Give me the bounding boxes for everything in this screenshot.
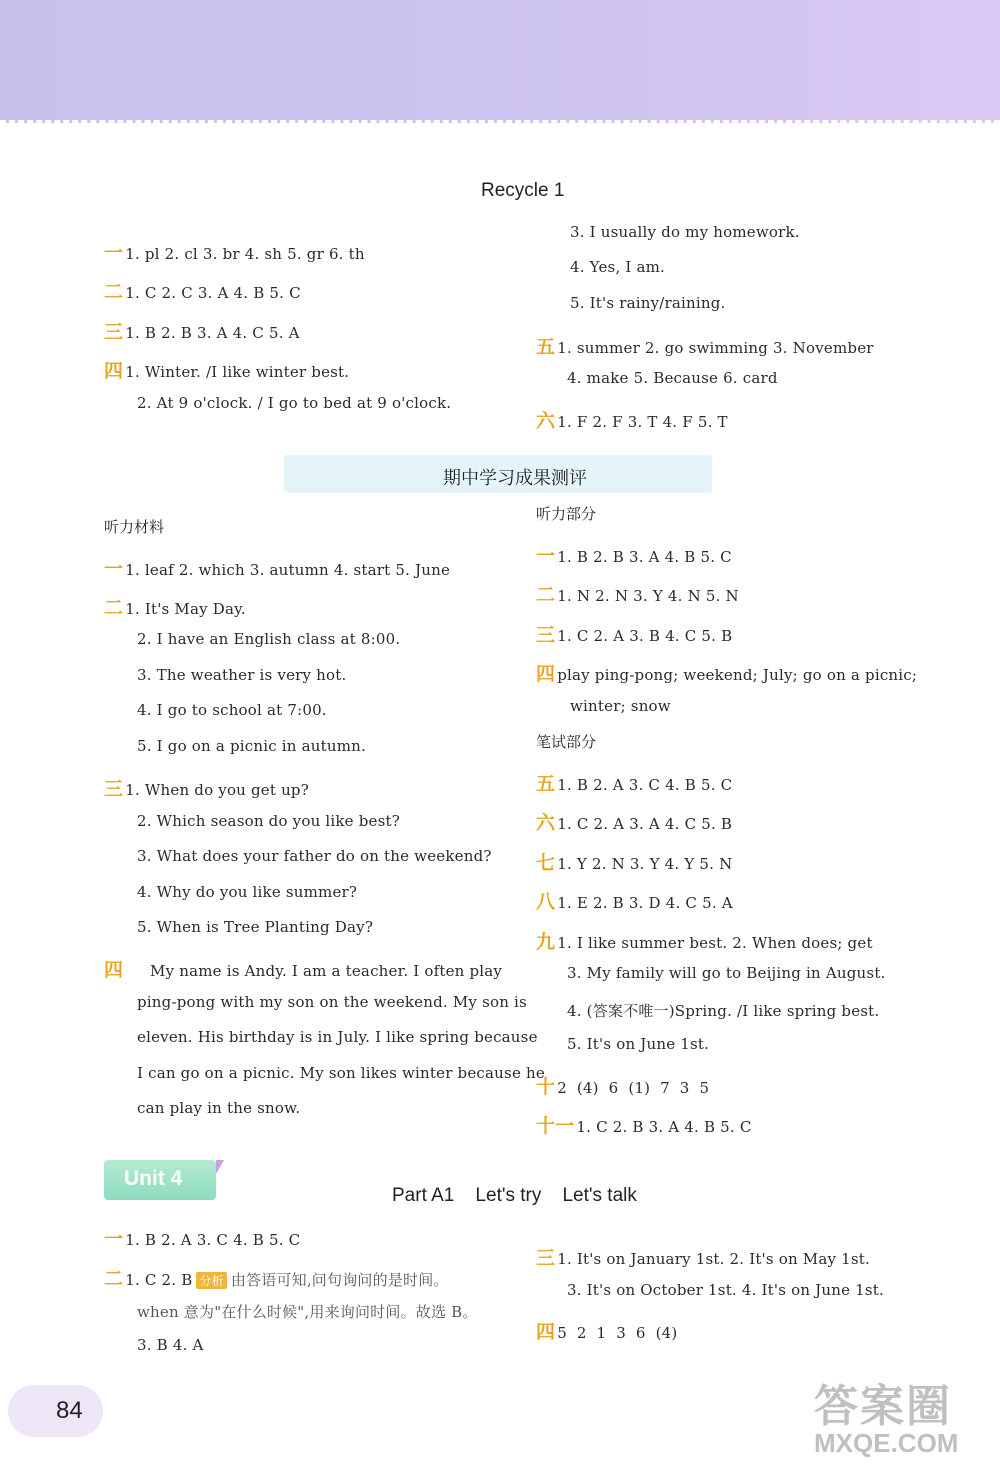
answer-line: 4. Yes, I am.: [570, 258, 666, 276]
answer-text: 1. N 2. N 3. Y 4. N 5. N: [557, 587, 739, 605]
answer-text: 1. pl 2. cl 3. br 4. sh 5. gr 6. th: [125, 245, 365, 263]
answer-text: 1. B 2. B 3. A 4. C 5. A: [125, 324, 300, 342]
answer-text: 1. C 2. A 3. A 4. C 5. B: [557, 815, 733, 833]
answer-line: 2. At 9 o'clock. / I go to bed at 9 o'clock.: [137, 394, 452, 412]
answer-line: [536, 1243, 870, 1270]
answer-line: [104, 955, 502, 982]
answer-line: [536, 541, 732, 568]
section-marker: 六: [536, 812, 556, 834]
answer-text: 1. It's May Day.: [125, 600, 246, 618]
section-marker: 五: [536, 773, 556, 795]
answer-line: I can go on a picnic. My son likes winter because he: [137, 1064, 545, 1082]
answer-line: 3. I usually do my homework.: [570, 223, 800, 241]
answer-line: [104, 554, 450, 581]
answer-text: My name is Andy. I am a teacher. I often play: [125, 962, 503, 980]
header-band: [0, 0, 1000, 123]
analysis-text: when 意为"在什么时候",用来询问时间。故选 B。: [137, 1303, 478, 1321]
answer-line: [536, 1111, 752, 1138]
section-marker: 九: [536, 931, 556, 953]
answer-line: 4. (答案不唯一)Spring. /I like spring best.: [567, 1002, 880, 1020]
watermark: [784, 1370, 994, 1460]
answer-line: [104, 1264, 449, 1291]
answer-line: 5. It's rainy/raining.: [570, 294, 726, 312]
section-marker: 一: [536, 545, 556, 567]
unit-badge-label: Unit 4: [124, 1167, 183, 1190]
analysis-badge: 分析: [196, 1272, 226, 1289]
answer-line: 2. I have an English class at 8:00.: [137, 630, 401, 648]
section-marker: 三: [536, 624, 556, 646]
answer-line: [536, 1317, 677, 1344]
section-marker: 八: [536, 891, 556, 913]
answer-text: 1. B 2. B 3. A 4. B 5. C: [557, 548, 732, 566]
subsection-heading: 听力部分: [536, 505, 597, 523]
answer-line: [536, 848, 732, 875]
answer-line: [104, 238, 365, 265]
answer-line: 3. It's on October 1st. 4. It's on June 1st.: [567, 1281, 884, 1299]
answer-line: ping-pong with my son on the weekend. My son is: [137, 993, 527, 1011]
section-marker: 四: [536, 1321, 556, 1343]
answer-line: [536, 659, 917, 686]
answer-line: 5. I go on a picnic in autumn.: [137, 737, 366, 755]
answer-text: 1. summer 2. go swimming 3. November: [557, 339, 874, 357]
analysis-text: 由答语可知,问句询问的是时间。: [230, 1271, 449, 1289]
section-marker: 二: [104, 1268, 124, 1290]
watermark-url: MXQE.COM: [814, 1428, 959, 1458]
answer-text: play ping-pong; weekend; July; go on a picnic;: [557, 666, 918, 684]
answer-line: eleven. His birthday is in July. I like spring because: [137, 1028, 538, 1046]
answer-line: 5. When is Tree Planting Day?: [137, 918, 374, 936]
answer-text: 1. F 2. F 3. T 4. F 5. T: [557, 413, 728, 431]
answer-line: [536, 332, 874, 359]
answer-line: 3. What does your father do on the weekend?: [137, 847, 492, 865]
page-number-badge: [8, 1385, 103, 1437]
page-number: 84: [56, 1397, 83, 1424]
answer-line: winter; snow: [570, 697, 671, 715]
answer-text: 1. C 2. B 3. A 4. B 5. C: [576, 1118, 752, 1136]
answer-text: 5 2 1 3 6 (4): [557, 1324, 678, 1342]
answer-text: 1. I like summer best. 2. When does; get: [557, 934, 873, 952]
answer-line: 4. Why do you like summer?: [137, 883, 358, 901]
section-marker: 三: [104, 321, 124, 343]
answer-line: [536, 887, 733, 914]
answer-text: 2 (4) 6 (1) 7 3 5: [557, 1079, 710, 1097]
section-marker: 四: [104, 360, 124, 382]
section-marker: 七: [536, 852, 556, 874]
section-marker: 十: [536, 1076, 556, 1098]
answer-line: can play in the snow.: [137, 1099, 301, 1117]
section-marker: 四: [104, 959, 124, 981]
answer-line: 3. My family will go to Beijing in August.: [567, 964, 886, 982]
section-marker: 二: [536, 584, 556, 606]
unit-badge: [104, 1160, 216, 1200]
answer-line: [104, 593, 246, 620]
answer-line: [536, 808, 732, 835]
section-marker: 一: [104, 242, 124, 264]
answer-line: 5. It's on June 1st.: [567, 1035, 710, 1053]
answer-line: 4. make 5. Because 6. card: [567, 369, 778, 387]
answer-text: 1. It's on January 1st. 2. It's on May 1st.: [557, 1250, 870, 1268]
section-marker: 二: [104, 597, 124, 619]
answer-line: 4. I go to school at 7:00.: [137, 701, 327, 719]
answer-line: 3. The weather is very hot.: [137, 666, 347, 684]
answer-line: [536, 580, 739, 607]
watermark-logo: 答案圈: [814, 1381, 952, 1432]
answer-text: 1. C 2. C 3. A 4. B 5. C: [125, 284, 301, 302]
section-marker: 三: [536, 1247, 556, 1269]
answer-line: [104, 774, 309, 801]
answer-text: 1. C 2. B: [125, 1271, 193, 1289]
answer-text: 1. E 2. B 3. D 4. C 5. A: [557, 894, 733, 912]
section-marker: 一: [104, 1228, 124, 1250]
answer-line: [536, 620, 732, 647]
section-marker: 三: [104, 778, 124, 800]
answer-line: 2. Which season do you like best?: [137, 812, 400, 830]
answer-line: [536, 1072, 709, 1099]
section-marker: 四: [536, 663, 556, 685]
section-marker: 二: [104, 281, 124, 303]
section-marker: 一: [104, 558, 124, 580]
answer-text: 1. leaf 2. which 3. autumn 4. start 5. June: [125, 561, 451, 579]
answer-text: 1. C 2. A 3. B 4. C 5. B: [557, 627, 733, 645]
section-marker: 五: [536, 336, 556, 358]
answer-line: [536, 769, 732, 796]
section-marker: 十一: [536, 1115, 575, 1137]
section-title-recycle: Recycle 1: [481, 180, 565, 201]
answer-text: 1. When do you get up?: [125, 781, 309, 799]
answer-line: [104, 1224, 300, 1251]
answer-text: 1. B 2. A 3. C 4. B 5. C: [557, 776, 733, 794]
answer-line: [104, 317, 300, 344]
answer-line: [104, 356, 349, 383]
section-title-midterm: 期中学习成果测评: [443, 468, 587, 489]
answer-text: 1. Y 2. N 3. Y 4. Y 5. N: [557, 855, 733, 873]
subsection-heading: 笔试部分: [536, 733, 597, 751]
section-title-unit4: Part A1 Let's try Let's talk: [392, 1185, 637, 1206]
section-marker: 六: [536, 410, 556, 432]
answer-line: 3. B 4. A: [137, 1336, 204, 1354]
answer-line: [104, 277, 301, 304]
answer-text: 1. Winter. /I like winter best.: [125, 363, 350, 381]
subsection-heading: 听力材料: [104, 518, 165, 536]
answer-line: [536, 927, 873, 954]
answer-text: 1. B 2. A 3. C 4. B 5. C: [125, 1231, 301, 1249]
answer-line: [536, 406, 728, 433]
